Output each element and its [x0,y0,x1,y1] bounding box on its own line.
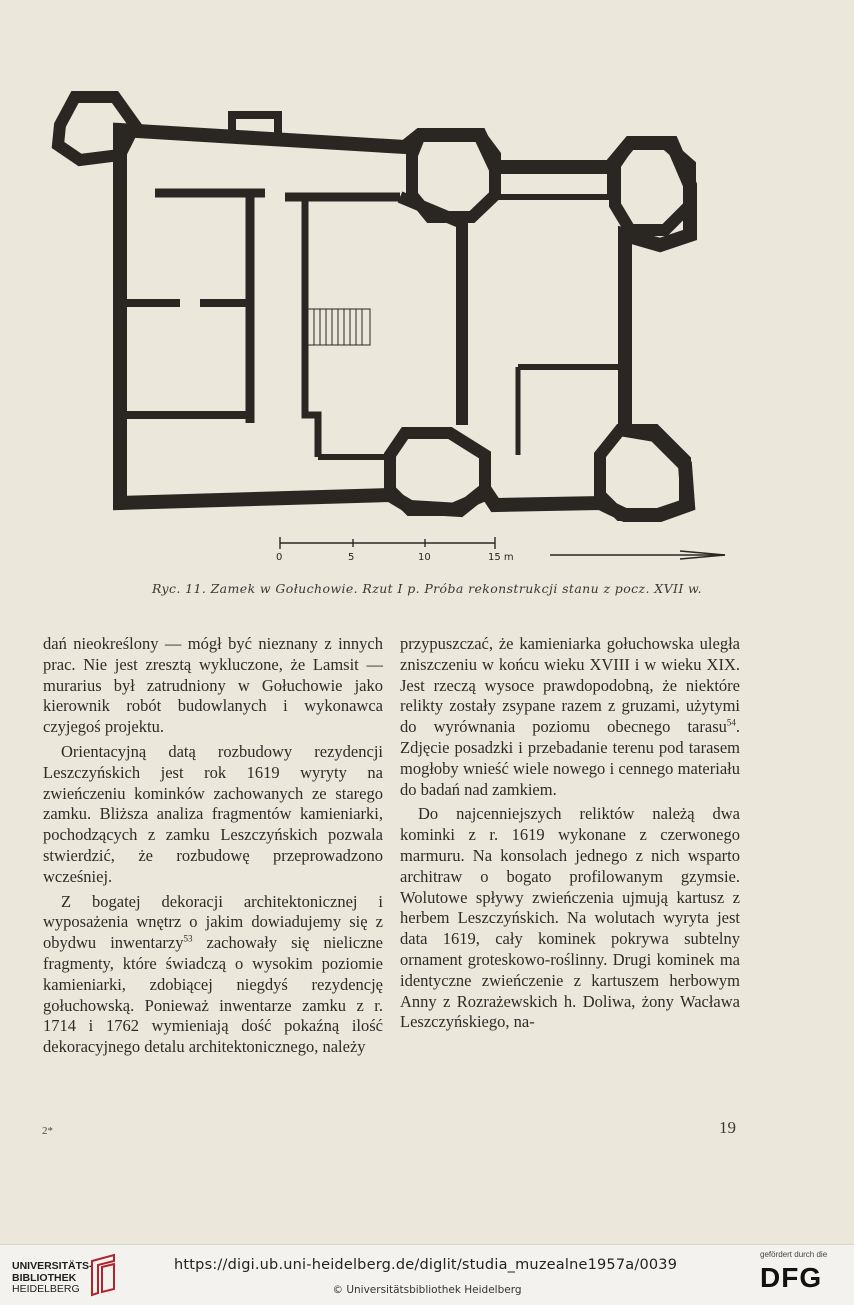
signature-mark: 2* [42,1125,53,1137]
footnote-ref: 53 [183,933,193,944]
text-column-left [43,634,383,1058]
scale-label-5: 5 [348,552,355,563]
library-line: HEIDELBERG [12,1283,80,1295]
document-url-link[interactable]: https://digi.ub.uni-heidelberg.de/diglit/studia_muzealne1957a/0039 [174,1257,678,1273]
paragraph-text: zachowały się nieliczne fragmenty, które świadczą o wysokim poziomie kamieniarki, zdobiącej niegdyś rezydencję gołuchowską. Ponieważ inwentarze zamku z r. 1714 i 1762 wymieniają dość pokaźną ilość dekoracyjnego detalu architektonicznego, należy [43,933,384,1057]
library-line: BIBLIOTHEK [12,1271,77,1284]
page-number: 19 [719,1118,736,1137]
scale-label-10: 10 [418,552,431,563]
paragraph [43,892,383,1058]
scale-label-0: 0 [276,552,283,563]
paragraph: Do najcenniejszych reliktów należą dwa kominki z r. 1619 wykonane z czerwonego marmuru. Na konsolach jednego z nich wsparto architraw o bogato profilowanym gzymsie. Wolutowe spływy zwieńczenia ujmują kartusz z herbem Leszczyńskich. Na wolutach wyryta jest data 1619, cały kominek pokrywa subtelny ornament groteskowo-roślinny. Drugi kominek ma identyczne zwieńczenie z kartuszem herbowym Anny z Rozrażewskich h. Doliwa, żony Wacława Leszczyńskiego, na- [400,804,740,1032]
scale-label-15m: 15 m [488,552,514,563]
paragraph [400,634,740,800]
funder-label: gefördert durch die [760,1250,828,1259]
figure-caption: Ryc. 11. Zamek w Gołuchowie. Rzut I p. Próba rekonstrukcji stanu z pocz. XVII w. [151,581,703,596]
paragraph-text: . Zdjęcie posadzki i przebadanie terenu pod tarasem mogłoby wnieść wiele nowego i cennego materiału do badań nad zamkiem. [400,717,740,799]
paragraph: Orientacyjną datą rozbudowy rezydencji Leszczyńskich jest rok 1619 wyryty na zwieńczeniu kominków zachowanych ze starego zamku. Bliższa analiza fragmentów kamieniarki, pochodzących z zamku Leszczyńskich pozwala stwierdzić, że rozbudowę przeprowadzono wcześniej. [43,741,383,886]
copyright-text: © Universitätsbibliothek Heidelberg [332,1284,522,1296]
library-line: UNIVERSITÄTS- [12,1260,93,1272]
paragraph: dań nieokreślony — mógł być nieznany z innych prac. Nie jest zresztą wykluczone, że Lamsit — murarius był zatrudniony w Gołuchowie jako kierownik robót budowlanych i wykonawca czyjegoś projektu. [43,634,383,737]
footer-bar [0,1244,854,1305]
footnote-ref: 54 [726,717,736,728]
paragraph-text: Z bogatej dekoracji architektonicznej i wyposażenia wnętrz o jakim dowiadujemy się z obydwu inwentarzy [43,891,383,953]
castle-floor-plan [40,85,740,575]
paragraph-text: przypuszczać, że kamieniarka gołuchowska uległa zniszczeniu w końcu wieku XVIII i w wieku XIX. Jest rzeczą wysoce prawdopodobną, że niektóre relikty zostały zsypane razem z gruzami, użytymi do wyrównania poziomu obecnego tarasu [400,634,740,737]
text-column-right [400,634,740,1033]
dfg-logo: DFG [760,1262,823,1293]
